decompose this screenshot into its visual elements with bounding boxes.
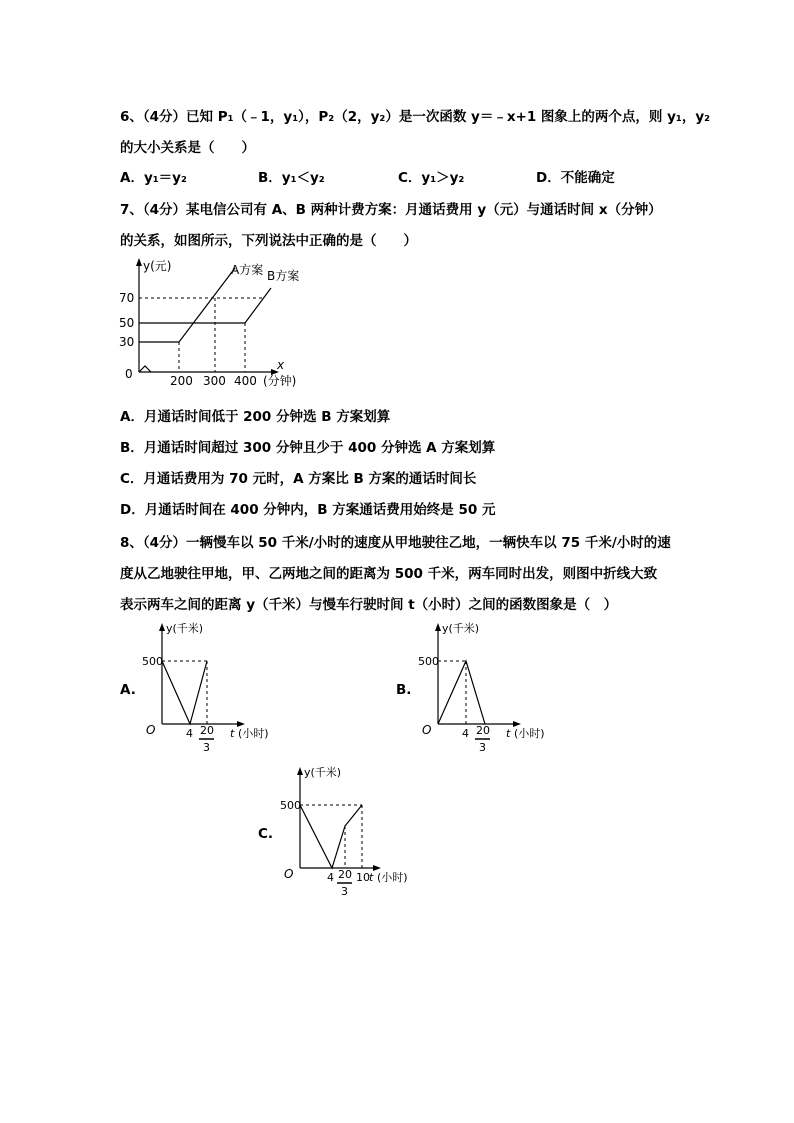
- q7-y-tick-70: 70: [119, 291, 135, 305]
- q7-x-tick-400: 400: [234, 374, 257, 388]
- q7-option-c[interactable]: C．月通话费用为 70 元时，A 方案比 B 方案的通话时间长: [120, 471, 477, 487]
- q7-plan-a-label: A方案: [231, 263, 264, 277]
- q8a-y-label: y(千米): [166, 622, 204, 635]
- q8-option-c-graph[interactable]: [280, 762, 420, 912]
- q8b-origin: O: [422, 723, 432, 737]
- q8a-origin: O: [146, 723, 156, 737]
- q8a-polyline: [162, 661, 207, 724]
- q8c-x-tick-3: 3: [341, 885, 348, 898]
- q8-stem-line1: 8、（4分）一辆慢车以 50 千米/小时的速度从甲地驶往乙地，一辆快车以 75 千米/小时的速: [120, 535, 671, 551]
- q7-stem-line2: 的关系，如图所示，下列说法中正确的是（ ）: [120, 233, 417, 249]
- q8b-x-tick-3: 3: [479, 741, 486, 754]
- q8-option-a-label[interactable]: A.: [120, 682, 136, 698]
- q8a-t-label: t: [230, 727, 235, 740]
- q8c-y-tick: 500: [280, 799, 301, 812]
- q8a-y-tick: 500: [142, 655, 163, 668]
- q7-y-label: y(元): [143, 259, 172, 273]
- q8-option-b-graph[interactable]: [418, 618, 558, 758]
- q7-option-d[interactable]: D．月通话时间在 400 分钟内，B 方案通话费用始终是 50 元: [120, 502, 496, 518]
- q8b-y-arrow: [435, 623, 441, 631]
- q7-origin: 0: [125, 367, 133, 381]
- q7-plan-a-rise: [179, 268, 235, 342]
- q6-option-d[interactable]: D．不能确定: [536, 170, 615, 186]
- q8b-t-unit: (小时): [514, 727, 545, 740]
- q6-option-a[interactable]: A．y₁＝y₂: [120, 170, 187, 186]
- q8-option-b-label[interactable]: B.: [396, 682, 412, 698]
- q8c-polyline: [300, 805, 362, 868]
- q6-stem-line2: 的大小关系是（ ）: [120, 140, 255, 156]
- q8a-y-arrow: [159, 623, 165, 631]
- q8c-y-label: y(千米): [304, 766, 342, 779]
- q7-plan-b-rise: [245, 288, 271, 323]
- q8c-x-tick-4: 4: [327, 871, 334, 884]
- q8b-x-tick-20: 20: [476, 724, 490, 737]
- q8c-t-label: t: [369, 871, 374, 884]
- q6-option-c[interactable]: C．y₁＞y₂: [398, 170, 465, 186]
- q8c-y-arrow: [297, 767, 303, 775]
- q8a-t-unit: (小时): [238, 727, 269, 740]
- q8b-y-label: y(千米): [442, 622, 480, 635]
- q8-stem-line2: 度从乙地驶往甲地，甲、乙两地之间的距离为 500 千米，两车同时出发，则图中折线大致: [120, 566, 658, 582]
- q7-graph: [115, 254, 325, 394]
- q8a-x-tick-3: 3: [203, 741, 210, 754]
- q6-option-b[interactable]: B．y₁＜y₂: [258, 170, 325, 186]
- q8-stem-line3: 表示两车之间的距离 y（千米）与慢车行驶时间 t（小时）之间的函数图象是（ ）: [120, 597, 618, 613]
- q7-x-tick-300: 300: [203, 374, 226, 388]
- q7-plan-b-label: B方案: [267, 269, 300, 283]
- q7-y-arrow: [136, 258, 142, 266]
- q8c-x-tick-20: 20: [338, 868, 352, 881]
- q7-axis-break: [139, 366, 151, 372]
- q8b-x-tick-4: 4: [462, 727, 469, 740]
- q7-x-label: x: [277, 358, 285, 372]
- q6-stem-line1: 6、（4分）已知 P₁（﹣1，y₁），P₂（2，y₂）是一次函数 y＝﹣x+1 图象上的两个点，则 y₁，y₂: [120, 109, 711, 125]
- q7-y-tick-30: 30: [119, 335, 135, 349]
- q8b-t-label: t: [506, 727, 511, 740]
- q8-option-a-graph[interactable]: [142, 618, 282, 758]
- q8c-origin: O: [284, 867, 294, 881]
- q8c-x-tick-10: 10: [356, 871, 370, 884]
- q8-option-c-label[interactable]: C.: [258, 826, 274, 842]
- q8b-y-tick: 500: [418, 655, 439, 668]
- q8b-polyline: [438, 661, 485, 724]
- q7-option-a[interactable]: A．月通话时间低于 200 分钟选 B 方案划算: [120, 409, 391, 425]
- q7-x-tick-200: 200: [170, 374, 193, 388]
- q7-stem-line1: 7、（4分）某电信公司有 A、B 两种计费方案：月通话费用 y（元）与通话时间 x（分钟）: [120, 202, 662, 218]
- q8a-x-tick-20: 20: [200, 724, 214, 737]
- q7-option-b[interactable]: B．月通话时间超过 300 分钟且少于 400 分钟选 A 方案划算: [120, 440, 496, 456]
- q7-x-unit: (分钟): [263, 374, 297, 388]
- q8a-x-tick-4: 4: [186, 727, 193, 740]
- q8c-t-unit: (小时): [377, 871, 408, 884]
- q7-y-tick-50: 50: [119, 316, 135, 330]
